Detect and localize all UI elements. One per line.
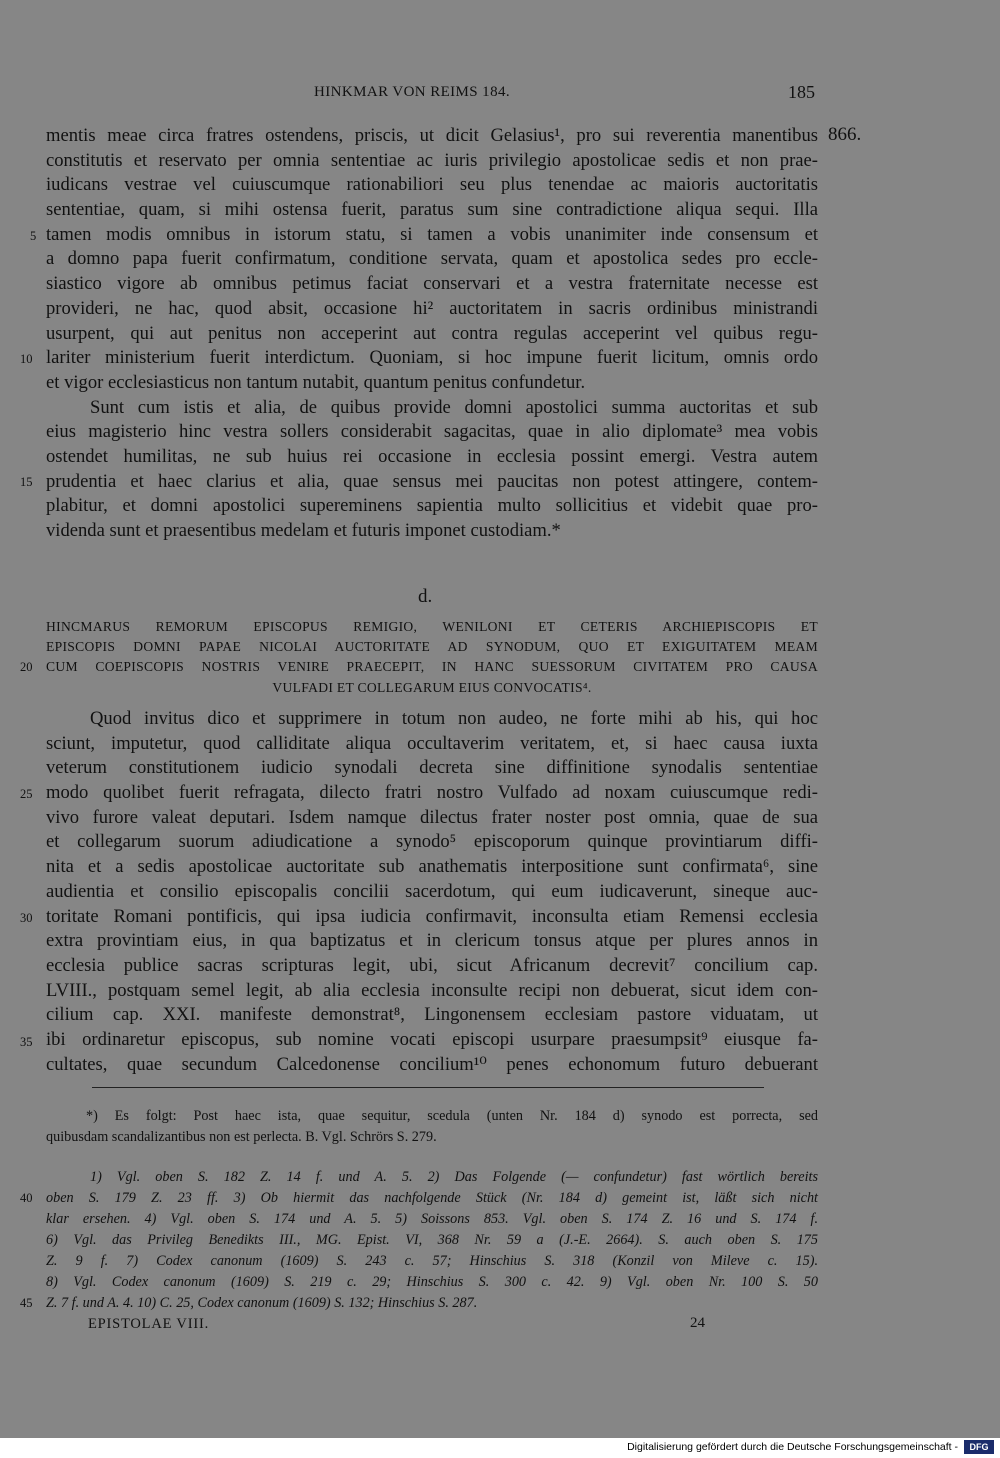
footnote-line: Z. 7 f. und A. 4. 10) C. 25, Codex canonum (1609) S. 132; Hinschius S. 287. bbox=[46, 1295, 478, 1311]
body-line: sententiae, quam, si mihi ostensa fuerit, paratus sum sine contradictione aliqua sequi. Illa bbox=[46, 199, 818, 221]
body-line: lariter ministerium fuerit interdictum. Quoniam, si hoc impune fuerit licitum, omnis ordo bbox=[46, 347, 818, 369]
body-line: et vigor ecclesiasticus non tantum nutabit, quantum penitus confundetur. bbox=[46, 371, 586, 393]
line-number: 35 bbox=[20, 1035, 33, 1049]
body-line: extra provintiam eius, in qua baptizatus et in clericum tonsus atque per plures annos in bbox=[46, 930, 818, 952]
body-line: provideri, ne hac, quod absit, occasione hi² auctoritatem in sacris ordinibus ministrandi bbox=[46, 297, 818, 319]
line-number: 15 bbox=[20, 475, 33, 489]
footnote-line: oben S. 179 Z. 23 ff. 3) Ob hiermit das nachfolgende Stück (Nr. 184 d) gemeint ist, läßt sich nicht bbox=[46, 1190, 818, 1206]
section-caption-line: VULFADI ET COLLEGARUM EIUS CONVOCATIS⁴. bbox=[272, 680, 592, 695]
body-line: siastico vigore ab omnibus petimus faciat conservari et a vestra fraternitate necesse est bbox=[46, 273, 818, 295]
digitization-bar bbox=[0, 1438, 1000, 1458]
body-line: audientia et consilio episcopalis concilii sacerdotum, qui eum iudicaverunt, sineque auc- bbox=[46, 880, 818, 902]
body-line: et collegarum suorum adiudicatione a synodo⁵ episcoporum quinque provintiarum diffi- bbox=[46, 831, 818, 853]
body-line: Quod invitus dico et supprimere in totum non audeo, ne forte mihi ab his, qui hoc bbox=[90, 708, 818, 729]
digitization-notice: Digitalisierung gefördert durch die Deutsche Forschungsgemeinschaft - bbox=[627, 1441, 958, 1453]
body-line: cilium cap. XXI. manifeste demonstrat⁸, Lingonensem ecclesiam pastore viduatam, ut bbox=[46, 1004, 818, 1026]
body-line: tamen modis omnibus in istorum statu, si tamen a vobis unanimiter inde consensum et bbox=[46, 223, 818, 245]
sheet-number: 24 bbox=[690, 1315, 705, 1331]
dfg-logo: DFG bbox=[964, 1440, 994, 1454]
editorial-note-line: quibusdam scandalizantibus non est perlecta. B. Vgl. Schrörs S. 279. bbox=[46, 1129, 437, 1145]
page-number: 185 bbox=[788, 82, 815, 102]
line-number: 45 bbox=[20, 1296, 33, 1310]
line-number: 5 bbox=[30, 229, 37, 243]
body-line: videnda sunt et praesentibus medelam et futuris imponet custodiam.* bbox=[46, 520, 561, 541]
footnote-line: 6) Vgl. das Privileg Benedikts III., MG. Epist. VI, 368 Nr. 59 a (J.-E. 2664). S. auch oben S. 175 bbox=[46, 1232, 818, 1248]
section-caption-line: EPISCOPIS DOMNI PAPAE NICOLAI AUCTORITATE AD SYNODUM, QUO ET EXIGUITATEM MEAM bbox=[46, 639, 818, 654]
line-number: 20 bbox=[20, 660, 33, 674]
page-signature: EPISTOLAE VIII. bbox=[88, 1316, 210, 1332]
body-line: nita et a sedis apostolicae auctoritate sub anathematis interpositione sunt confirmata⁶, sine bbox=[46, 856, 818, 878]
section-letter: d. bbox=[418, 586, 433, 607]
body-line: sciunt, imputetur, quod calliditate aliqua occultaverim veritatem, et, si haec causa iuxta bbox=[46, 732, 818, 754]
line-number: 40 bbox=[20, 1191, 33, 1205]
footnote-line: 1) Vgl. oben S. 182 Z. 14 f. und A. 5. 2) Das Folgende (— confundetur) fast wörtlich bereits bbox=[90, 1169, 818, 1185]
body-line: cultates, quae secundum Calcedonense concilium¹⁰ penes echonomum futuro debuerant bbox=[46, 1053, 818, 1075]
body-line: toritate Romani pontificis, qui ipsa iudicia confirmavit, inconsulta etiam Remensi ecclesia bbox=[46, 905, 818, 927]
body-line: ibi ordinaretur episcopus, sub nomine vocati episcopi usurpare praesumpsit⁹ eiusque fa- bbox=[46, 1028, 818, 1050]
body-line: ecclesia publice sacras scripturas legit, ubi, sicut Africanum decrevit⁷ concilium cap. bbox=[46, 954, 818, 976]
running-title: HINKMAR VON REIMS 184. bbox=[314, 84, 511, 100]
body-line: constitutis et reservato per omnia sententiae ac iuris privilegio apostolicae sedis et non prae- bbox=[46, 149, 818, 171]
body-line: mentis meae circa fratres ostendens, priscis, ut dicit Gelasius¹, pro sui reverentia manentibus bbox=[46, 125, 818, 146]
margin-year: 866. bbox=[828, 124, 862, 145]
body-line: Sunt cum istis et alia, de quibus provide domni apostolici summa auctoritas et sub bbox=[90, 396, 818, 418]
body-line: veterum constitutionem iudicio synodali decreta sine diffinitione synodalis sententiae bbox=[46, 757, 818, 779]
line-number: 10 bbox=[20, 352, 33, 366]
body-line: prudentia et haec clarius et alia, quae sensus mei paucitas non potest attingere, contem- bbox=[46, 470, 818, 492]
body-line: LVIII., postquam semel legit, ab alia ecclesia inconsulte recipi non debuerat, sicut idem con- bbox=[46, 979, 818, 1001]
footnote-line: Z. 9 f. 7) Codex canonum (1609) S. 243 c. 57; Hinschius S. 318 (Konzil von Mileve c. 15). bbox=[46, 1253, 818, 1269]
body-line: vivo furore valeat deputari. Isdem namque dilectus frater noster post omnia, quae de sua bbox=[46, 806, 818, 828]
body-line: eius magisterio hinc vestra sollers considerabit sagacitas, quae in alio diplomate³ mea vobis bbox=[46, 421, 818, 443]
section-caption-line: HINCMARUS REMORUM EPISCOPUS REMIGIO, WENILONI ET CETERIS ARCHIEPISCOPIS ET bbox=[46, 619, 818, 634]
body-line: usurpent, qui aut penitus non acceperint aut contra regulas acceperint vel quibus regu- bbox=[46, 322, 818, 344]
footnote-line: 8) Vgl. Codex canonum (1609) S. 219 c. 29; Hinschius S. 300 c. 42. 9) Vgl. oben Nr. 100 S. 50 bbox=[46, 1274, 818, 1290]
body-line: iudicans vestrae vel cuiuscumque rationabiliori seu plus tenendae ac maioris auctoritatis bbox=[46, 174, 818, 196]
line-number: 30 bbox=[20, 911, 33, 925]
body-line: a domno papa fuerit confirmatum, conditione servata, quam et apostolica sedes pro eccle- bbox=[46, 248, 818, 270]
footnote-line: klar ersehen. 4) Vgl. oben S. 174 und A. 5. 5) Soissons 853. Vgl. oben S. 174 Z. 16 und S. 174 f. bbox=[46, 1211, 818, 1227]
editorial-note-line: *) Es folgt: Post haec ista, quae sequitur, scedula (unten Nr. 184 d) synodo est porrecta, sed bbox=[86, 1108, 818, 1124]
body-text-2 bbox=[46, 707, 818, 1077]
section-caption-line: CUM COEPISCOPIS NOSTRIS VENIRE PRAECEPIT, IN HANC SUESSORUM CIVITATEM PRO CAUSA bbox=[46, 659, 818, 674]
line-number: 25 bbox=[20, 787, 33, 801]
body-line: ostendet humilitas, ne sub huius rei occasione in ecclesia possint emergi. Vestra autem bbox=[46, 445, 818, 467]
body-line: modo quolibet fuerit refragata, dilecto fratri nostro Vulfado ad noxam cuiuscumque redi- bbox=[46, 782, 818, 804]
body-text-1 bbox=[46, 124, 818, 544]
footnote-separator bbox=[92, 1087, 764, 1088]
body-line: plabitur, et domni apostolici supereminens sapientia multo sollicitius et videbit quae pro- bbox=[46, 495, 818, 517]
